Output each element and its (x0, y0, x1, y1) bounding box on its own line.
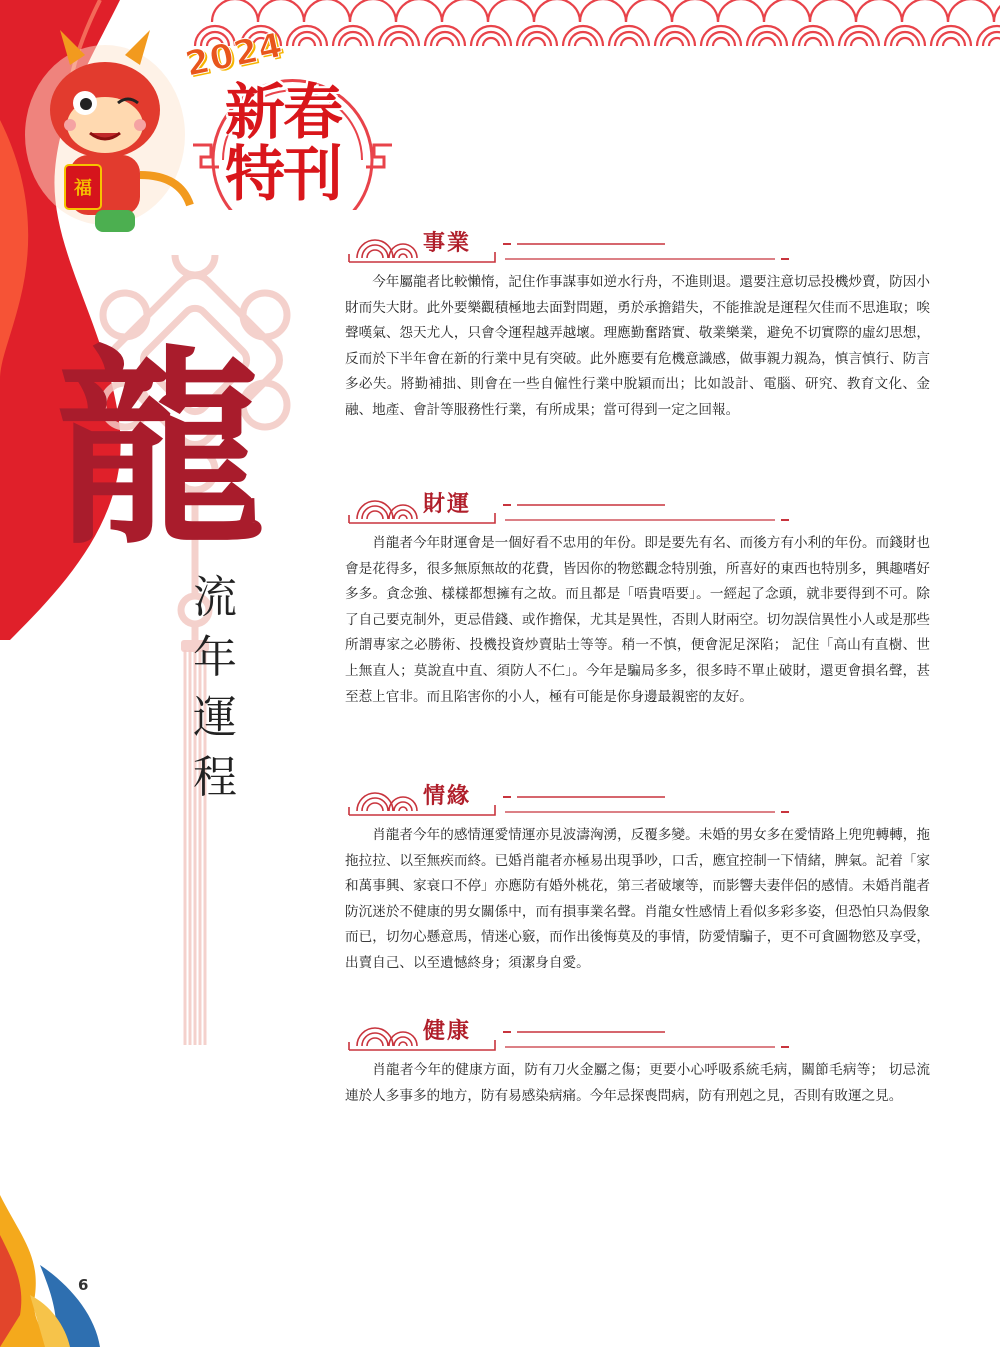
heading-ornament (345, 232, 795, 264)
subtitle-char: 運 (193, 692, 237, 743)
zodiac-big-character: 龍 (55, 326, 266, 573)
section-body: 肖龍者今年的感情運愛情運亦見波濤洶湧，反覆多變。未婚的男女多在愛情路上兜兜轉轉，拖拖拉拉、以至無疾而終。已婚肖龍者亦極易出現爭吵，口舌，應宜控制一下情緒，脾氣。記着「家和萬事興、家衰口不停」亦應防有婚外桃花，第三者破壞等，而影響夫妻伴侶的感情。未婚肖龍者防沉迷於不健康的男女關係中，而有損事業名聲。肖龍女性感情上看似多彩多姿，但恐怕只為假象而已，切勿心懸意馬，情迷心竅，而作出後悔莫及的事情，防愛情騙子，更不可貪圖物慾及享受，出賣自己、以至遺憾終身；須潔身自愛。 (345, 827, 930, 971)
section-heading (345, 1020, 930, 1052)
title-line-1: 新春 (225, 78, 341, 148)
year-label: 2024 (181, 25, 287, 85)
heading-ornament (345, 785, 795, 817)
section-wealth (345, 493, 930, 710)
title-line-2: 特刊 (225, 140, 341, 210)
section-title: 事業 (423, 231, 472, 256)
section-career (345, 232, 930, 424)
subtitle-char: 程 (193, 752, 237, 803)
heading-ornament (345, 493, 795, 525)
section-title: 財運 (423, 492, 472, 517)
section-romance (345, 785, 930, 977)
vertical-subtitle (185, 568, 245, 808)
subtitle-char: 年 (193, 632, 237, 683)
section-body: 肖龍者今年財運會是一個好看不忠用的年份。即是要先有名、而後方有小利的年份。而錢財也會是花得多，很多無原無故的花費，皆因你的物慾觀念特別強，所喜好的東西也特別多，興趣嗜好多多。貪念強、樣樣都想擁有之故。而且都是「唔貴唔要」。一經起了念頭，就非要得到不可。除了自己要克制外，更忌借錢、或作擔保，尤其是異性，否則人財兩空。切勿誤信異性小人或是那些所謂專家之必勝術、投機投資炒賣貼士等等。稍一不慎，便會泥足深陷； 記住「高山有直樹、世上無直人；莫說直中直、須防人不仁」。今年是騙局多多，很多時不單止破財，還更會損名聲，甚至惹上官非。而且陷害你的小人，極有可能是你身邊最親密的友好。 (345, 535, 930, 705)
heading-ornament (345, 1020, 795, 1052)
section-heading (345, 785, 930, 817)
flame-decoration (0, 1175, 120, 1347)
dragon-mascot-illustration (10, 25, 200, 240)
section-heading (345, 232, 930, 264)
page-number: 6 (78, 1276, 89, 1294)
section-health (345, 1020, 930, 1109)
subtitle-char: 流 (193, 572, 237, 623)
section-title: 情緣 (423, 784, 472, 809)
section-body: 肖龍者今年的健康方面，防有刀火金屬之傷；更要小心呼吸系統毛病，關節毛病等； 切忌流連於人多事多的地方，防有易感染病痛。今年忌探喪問病，防有刑剋之見，否則有敗運之見。 (345, 1062, 930, 1104)
section-title: 健康 (423, 1019, 472, 1044)
title-badge (181, 25, 400, 210)
section-heading (345, 493, 930, 525)
section-body: 今年屬龍者比較懶惰，記住作事謀事如逆水行舟，不進則退。還要注意切忌投機炒賣，防因小財而失大財。此外要樂觀積極地去面對問題，勇於承擔錯失，不能推說是運程欠佳而不思進取；唉聲嘆氣、怨天尤人，只會令運程越弄越壞。理應勤奮踏實、敬業樂業，避免不切實際的虛幻思想，反而於下半年會在新的行業中見有突破。此外應要有危機意識感，做事親力親為，慎言慎行、防言多必失。將勤補拙、則會在一些自僱性行業中脫穎而出；比如設計、電腦、研究、教育文化、金融、地產、會計等服務性行業，有所成果；當可得到一定之回報。 (345, 274, 930, 418)
fu-badge-char: 福 (74, 178, 92, 199)
